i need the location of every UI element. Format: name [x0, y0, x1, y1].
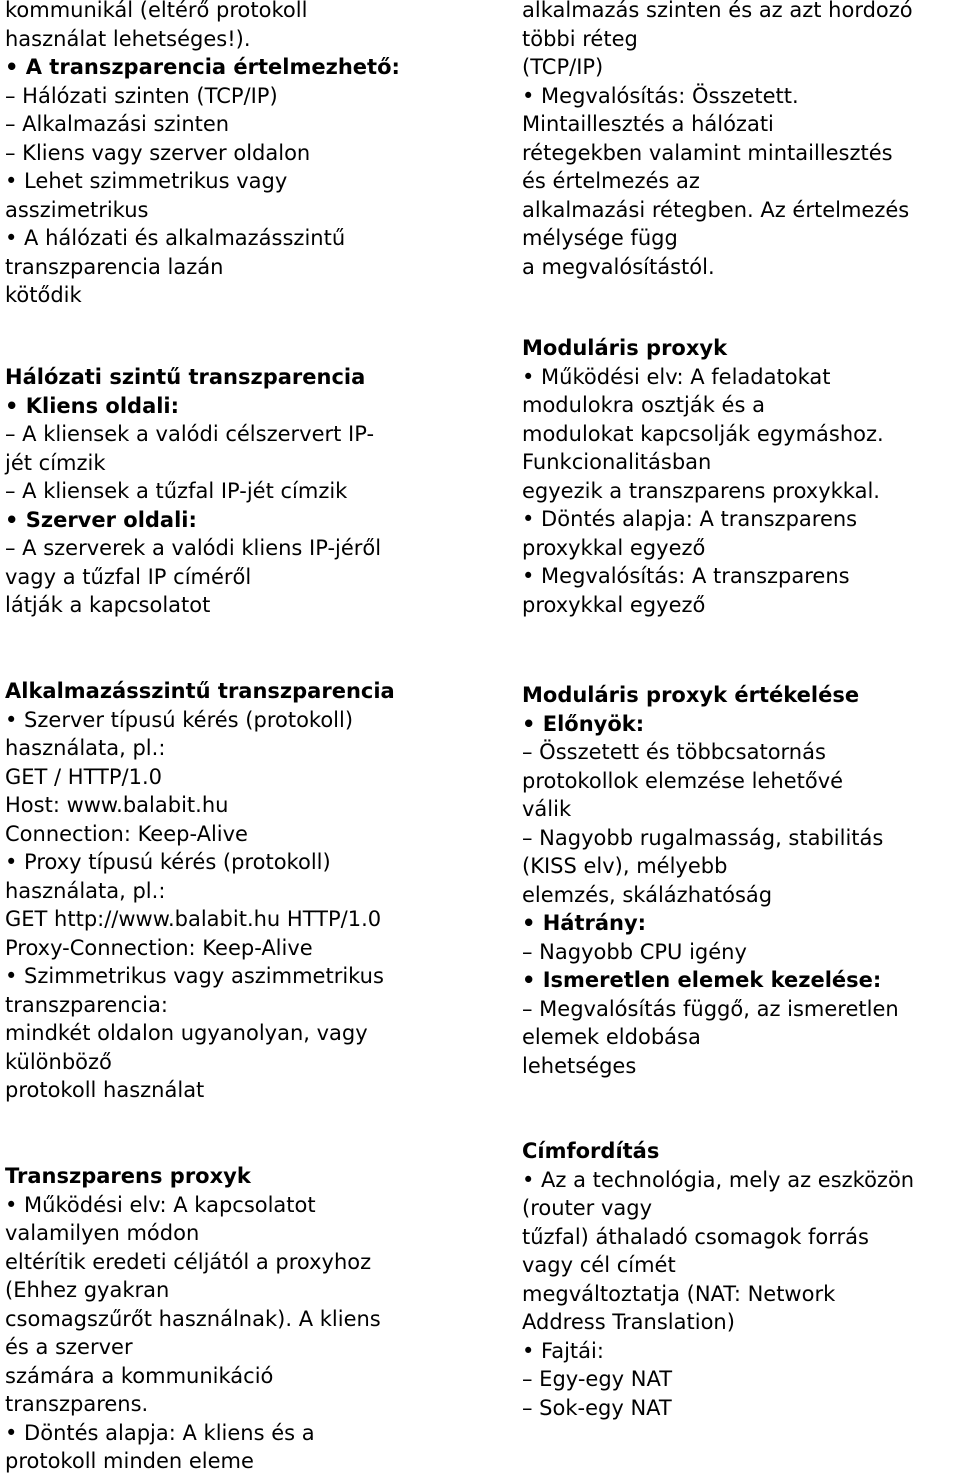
- text-line: • A hálózati és alkalmazásszintű: [5, 226, 346, 250]
- text-line: – A kliensek a tűzfal IP-jét címzik: [5, 479, 348, 503]
- text-line: • Kliens oldali:: [5, 393, 180, 418]
- text-line: elemek eldobása: [522, 1025, 701, 1049]
- text-line: valamilyen módon: [5, 1221, 200, 1245]
- text-line: vagy cél címét: [522, 1253, 676, 1277]
- text-line: – Sok-egy NAT: [522, 1395, 672, 1420]
- text-line: – Alkalmazási szinten: [5, 112, 230, 136]
- text-line: jét címzik: [5, 450, 106, 475]
- modular-proxies-section: [522, 334, 958, 619]
- text-line: mindkét oldalon ugyanolyan, vagy: [5, 1021, 368, 1045]
- text-line: egyezik a transzparens proxykkal.: [522, 478, 880, 503]
- section-heading: Moduláris proxyk értékelése: [522, 683, 860, 707]
- text-line: • Lehet szimmetrikus vagy: [5, 169, 288, 193]
- text-line: (TCP/IP): [522, 55, 604, 79]
- text-line: modulokra osztják és a: [522, 393, 765, 417]
- address-translation-section: [522, 1137, 958, 1422]
- text-line: • Szimmetrikus vagy aszimmetrikus: [5, 964, 384, 988]
- text-line: kötődik: [5, 283, 82, 307]
- text-line: válik: [522, 797, 572, 821]
- text-line: GET / HTTP/1.0: [5, 764, 163, 789]
- text-line: transzparencia lazán: [5, 254, 224, 279]
- text-line: • Szerver oldali:: [5, 507, 197, 532]
- text-line: megváltoztatja (NAT: Network: [522, 1281, 836, 1306]
- text-line: látják a kapcsolatot: [5, 593, 211, 617]
- text-line: többi réteg: [522, 26, 638, 51]
- text-line: • Előnyök:: [522, 711, 645, 736]
- text-line: protokoll minden eleme: [5, 1449, 254, 1473]
- text-line: • Döntés alapja: A kliens és a: [5, 1420, 315, 1445]
- text-line: Connection: Keep-Alive: [5, 821, 248, 846]
- text-line: • Döntés alapja: A transzparens: [522, 507, 858, 531]
- text-line: modulokat kapcsolják egymáshoz.: [522, 421, 884, 446]
- text-line: – Összetett és többcsatornás: [522, 740, 826, 764]
- text-line: • Megvalósítás: Összetett.: [522, 83, 799, 108]
- text-line: • Megvalósítás: A transzparens: [522, 564, 850, 588]
- text-line: • Működési elv: A feladatokat: [522, 364, 831, 389]
- text-line: és értelmezés az: [522, 169, 700, 193]
- section-heading: Moduláris proxyk: [522, 336, 728, 360]
- text-line: – Egy-egy NAT: [522, 1367, 673, 1391]
- text-line: alkalmazási rétegben. Az értelmezés: [522, 197, 910, 222]
- text-line: – Hálózati szinten (TCP/IP): [5, 83, 278, 108]
- text-line: • A transzparencia értelmezhető:: [5, 55, 400, 79]
- text-line: protokollok elemzése lehetővé: [522, 768, 844, 793]
- text-line: transzparencia:: [5, 992, 168, 1017]
- text-line: (router vagy: [522, 1196, 653, 1220]
- text-line: (KISS elv), mélyebb: [522, 854, 728, 878]
- modular-proxies-evaluation-section: [522, 681, 958, 1080]
- text-line: proxykkal egyező: [522, 592, 706, 617]
- right-block-continuation: [522, 0, 958, 281]
- text-line: • Fajtái:: [522, 1338, 604, 1363]
- text-line: tűzfal) áthaladó csomagok forrás: [522, 1224, 869, 1249]
- section-heading: Címfordítás: [522, 1139, 660, 1163]
- text-line: (Ehhez gyakran: [5, 1278, 170, 1302]
- text-line: lehetséges: [522, 1053, 637, 1078]
- left-block-continuation: [5, 0, 475, 310]
- text-line: – Kliens vagy szerver oldalon: [5, 140, 311, 165]
- text-line: Address Translation): [522, 1310, 735, 1334]
- text-line: • Az a technológia, mely az eszközön: [522, 1167, 915, 1192]
- text-line: GET http://www.balabit.hu HTTP/1.0: [5, 907, 382, 931]
- text-line: Mintaillesztés a hálózati: [522, 112, 774, 136]
- text-line: csomagszűrőt használnak). A kliens: [5, 1306, 381, 1331]
- text-line: – Megvalósítás függő, az ismeretlen: [522, 996, 899, 1021]
- text-line: különböző: [5, 1049, 112, 1074]
- text-line: alkalmazás szinten és az azt hordozó: [522, 0, 913, 22]
- section-heading: Transzparens proxyk: [5, 1164, 251, 1188]
- network-transparency-section: [5, 363, 475, 620]
- text-line: – Nagyobb rugalmasság, stabilitás: [522, 825, 884, 850]
- text-line: • Hátrány:: [522, 911, 647, 935]
- text-line: elemzés, skálázhatóság: [522, 882, 773, 907]
- text-line: – A szerverek a valódi kliens IP-jéről: [5, 536, 382, 560]
- section-heading: Hálózati szintű transzparencia: [5, 365, 366, 389]
- text-line: asszimetrikus: [5, 197, 149, 222]
- text-line: Proxy-Connection: Keep-Alive: [5, 935, 313, 960]
- text-line: • Szerver típusú kérés (protokoll): [5, 707, 354, 732]
- section-heading: Alkalmazásszintű transzparencia: [5, 679, 395, 703]
- text-line: rétegekben valamint mintaillesztés: [522, 140, 893, 165]
- text-line: • Proxy típusú kérés (protokoll): [5, 850, 331, 874]
- text-line: • Ismeretlen elemek kezelése:: [522, 968, 882, 992]
- text-line: proxykkal egyező: [522, 535, 706, 560]
- text-line: Host: www.balabit.hu: [5, 793, 229, 817]
- text-line: használat lehetséges!).: [5, 26, 251, 51]
- text-line: használata, pl.:: [5, 878, 166, 903]
- text-line: és a szerver: [5, 1335, 133, 1359]
- text-line: – A kliensek a valódi célszervert IP-: [5, 422, 375, 446]
- text-line: kommunikál (eltérő protokoll: [5, 0, 308, 22]
- text-line: számára a kommunikáció: [5, 1363, 274, 1388]
- text-line: eltérítik eredeti céljától a proxyhoz: [5, 1249, 372, 1274]
- text-line: • Működési elv: A kapcsolatot: [5, 1192, 316, 1217]
- transparent-proxies-section: [5, 1162, 475, 1476]
- text-line: protokoll használat: [5, 1078, 205, 1102]
- text-line: a megvalósítástól.: [522, 254, 715, 279]
- text-line: Funkcionalitásban: [522, 450, 712, 474]
- application-transparency-section: [5, 677, 475, 1105]
- text-line: transzparens.: [5, 1392, 149, 1416]
- text-line: – Nagyobb CPU igény: [522, 939, 747, 964]
- text-line: mélysége függ: [522, 226, 678, 250]
- text-line: vagy a tűzfal IP címéről: [5, 564, 252, 589]
- text-line: használata, pl.:: [5, 736, 166, 760]
